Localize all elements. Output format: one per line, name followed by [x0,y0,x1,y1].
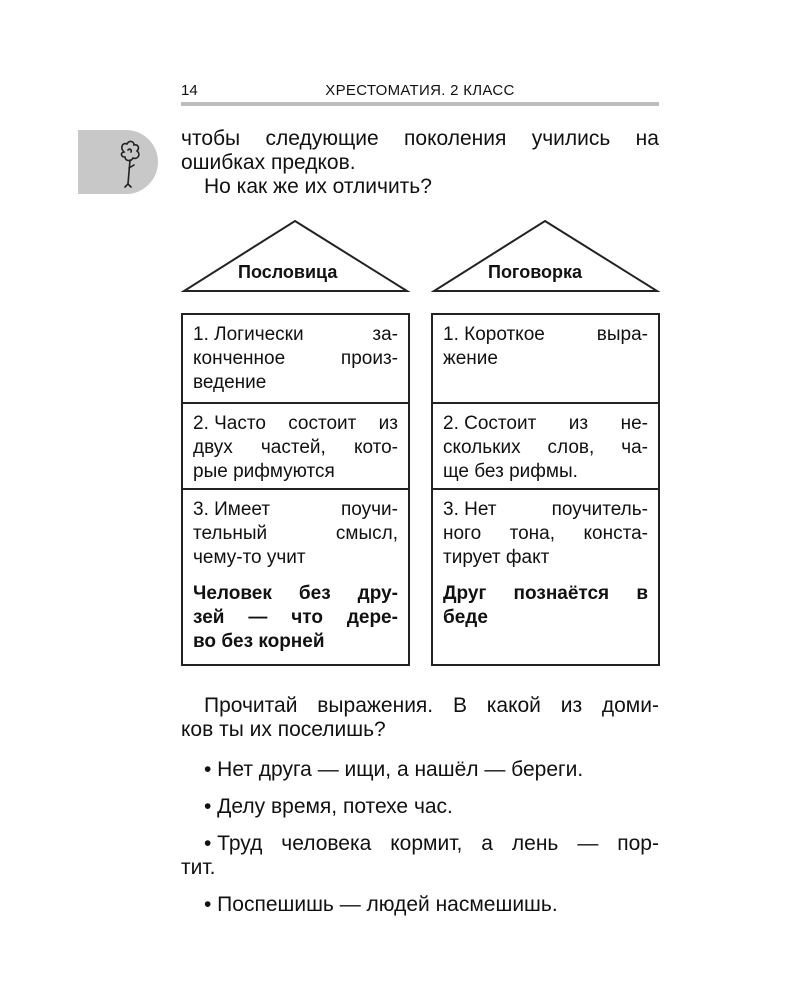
proverb-row-3 [183,490,408,666]
text-line [443,436,648,460]
saying-example [443,582,648,630]
word: частей, [260,437,326,458]
word: Друг [443,583,487,604]
text-line: ще без рифмы. [443,461,578,482]
word: учились [531,127,611,150]
word: выражения. [317,694,434,717]
saying-row-2 [433,404,658,490]
word: человека [281,832,372,855]
word: что [291,607,323,628]
word: кото- [353,437,398,458]
text-line: жение [443,348,498,369]
word: дру- [357,583,398,604]
task-line-2: ков ты их поселишь? [181,718,386,741]
word: • Труд [204,832,263,855]
text-line [443,522,648,546]
text-line [193,323,398,347]
proverb-item [181,893,659,917]
word: двух [193,437,233,458]
word: в [636,583,648,604]
text-line [443,498,648,522]
text-line: чему-то учит [193,547,306,568]
text-line: тирует факт [443,547,550,568]
word: на [635,127,659,150]
proverb-row-2 [183,404,408,490]
page-number: 14 [181,82,198,99]
intro-line-2: ошибках предков. [181,151,356,174]
word: скольких [443,437,521,458]
header-rule [181,102,659,106]
word: познаётся [513,583,610,604]
text-line [181,832,659,856]
word: — [248,607,268,628]
saying-row-1 [433,315,658,404]
text-line: беде [443,607,488,628]
house-body-proverb [181,313,410,666]
word: из [560,694,583,717]
word: поучи- [341,499,398,520]
word: Прочитай [204,694,298,717]
word: ного [443,523,482,544]
word: не- [620,413,648,434]
task-paragraph [181,694,659,742]
text-line: • Поспешишь — людей насмешишь. [204,893,558,916]
word: 2. Часто [193,413,266,434]
word: какой [486,694,541,717]
intro-paragraph [181,127,659,199]
word: тельный [193,523,268,544]
text-line [443,582,648,606]
word: доми- [601,694,659,717]
running-title: ХРЕСТОМАТИЯ. 2 КЛАСС [325,82,515,99]
text-line: во без корней [193,631,325,652]
word: а [481,832,493,855]
proverb-item [181,795,659,819]
word: тона, [509,523,556,544]
word: следующие [265,127,379,150]
text-line: ведение [193,372,267,393]
text-line: рые рифмуются [193,461,335,482]
word: чтобы [181,127,241,150]
proverb-example [193,582,398,654]
text-line [193,498,398,522]
word: за- [372,324,398,345]
word: состоит [288,413,357,434]
word: поколения [404,127,507,150]
word: выра- [596,324,648,345]
word: без [298,583,331,604]
intro-line-1 [181,127,659,151]
house-title-saying: Поговорка [488,262,583,282]
word: В [452,694,467,717]
house-body-saying [431,313,660,666]
word: произ- [340,348,398,369]
word: 1. Логически [193,324,304,345]
task-line-1 [181,694,659,718]
word: лень [511,832,559,855]
text-line [443,412,648,436]
house-title-proverb: Пословица [238,262,338,282]
text-line [193,582,398,606]
word: конста- [583,523,648,544]
text-line [193,412,398,436]
proverb-list [181,758,659,917]
side-tab [78,130,158,194]
text-line: тит. [181,856,216,879]
word: из [378,413,398,434]
word: смысл, [335,523,398,544]
word: конченное [193,348,286,369]
text-line [193,606,398,630]
text-line: • Делу время, потехе час. [204,795,453,818]
running-header [181,82,659,102]
word: зей [193,607,225,628]
word: из [568,413,589,434]
proverb-row-1 [183,315,408,404]
word: пор- [617,832,659,855]
word: 2. Состоит [443,413,537,434]
text-line [193,347,398,371]
word: ча- [621,437,648,458]
text-line: • Нет друга — ищи, а нашёл — береги. [204,758,584,781]
word: Человек [193,583,272,604]
word: поучитель- [551,499,648,520]
text-line [193,522,398,546]
intro-question: Но как же их отличить? [204,175,432,198]
saying-row-3 [433,490,658,666]
text-line [443,323,648,347]
word: 1. Короткое [443,324,545,345]
proverb-item [181,758,659,782]
word: 3. Нет [443,499,497,520]
word: слов, [547,437,595,458]
proverb-item [181,832,659,880]
word: дере- [346,607,398,628]
word: кормит, [390,832,463,855]
word: 3. Имеет [193,499,271,520]
word: — [577,832,599,855]
text-line [193,436,398,460]
rooster-icon [116,138,146,188]
